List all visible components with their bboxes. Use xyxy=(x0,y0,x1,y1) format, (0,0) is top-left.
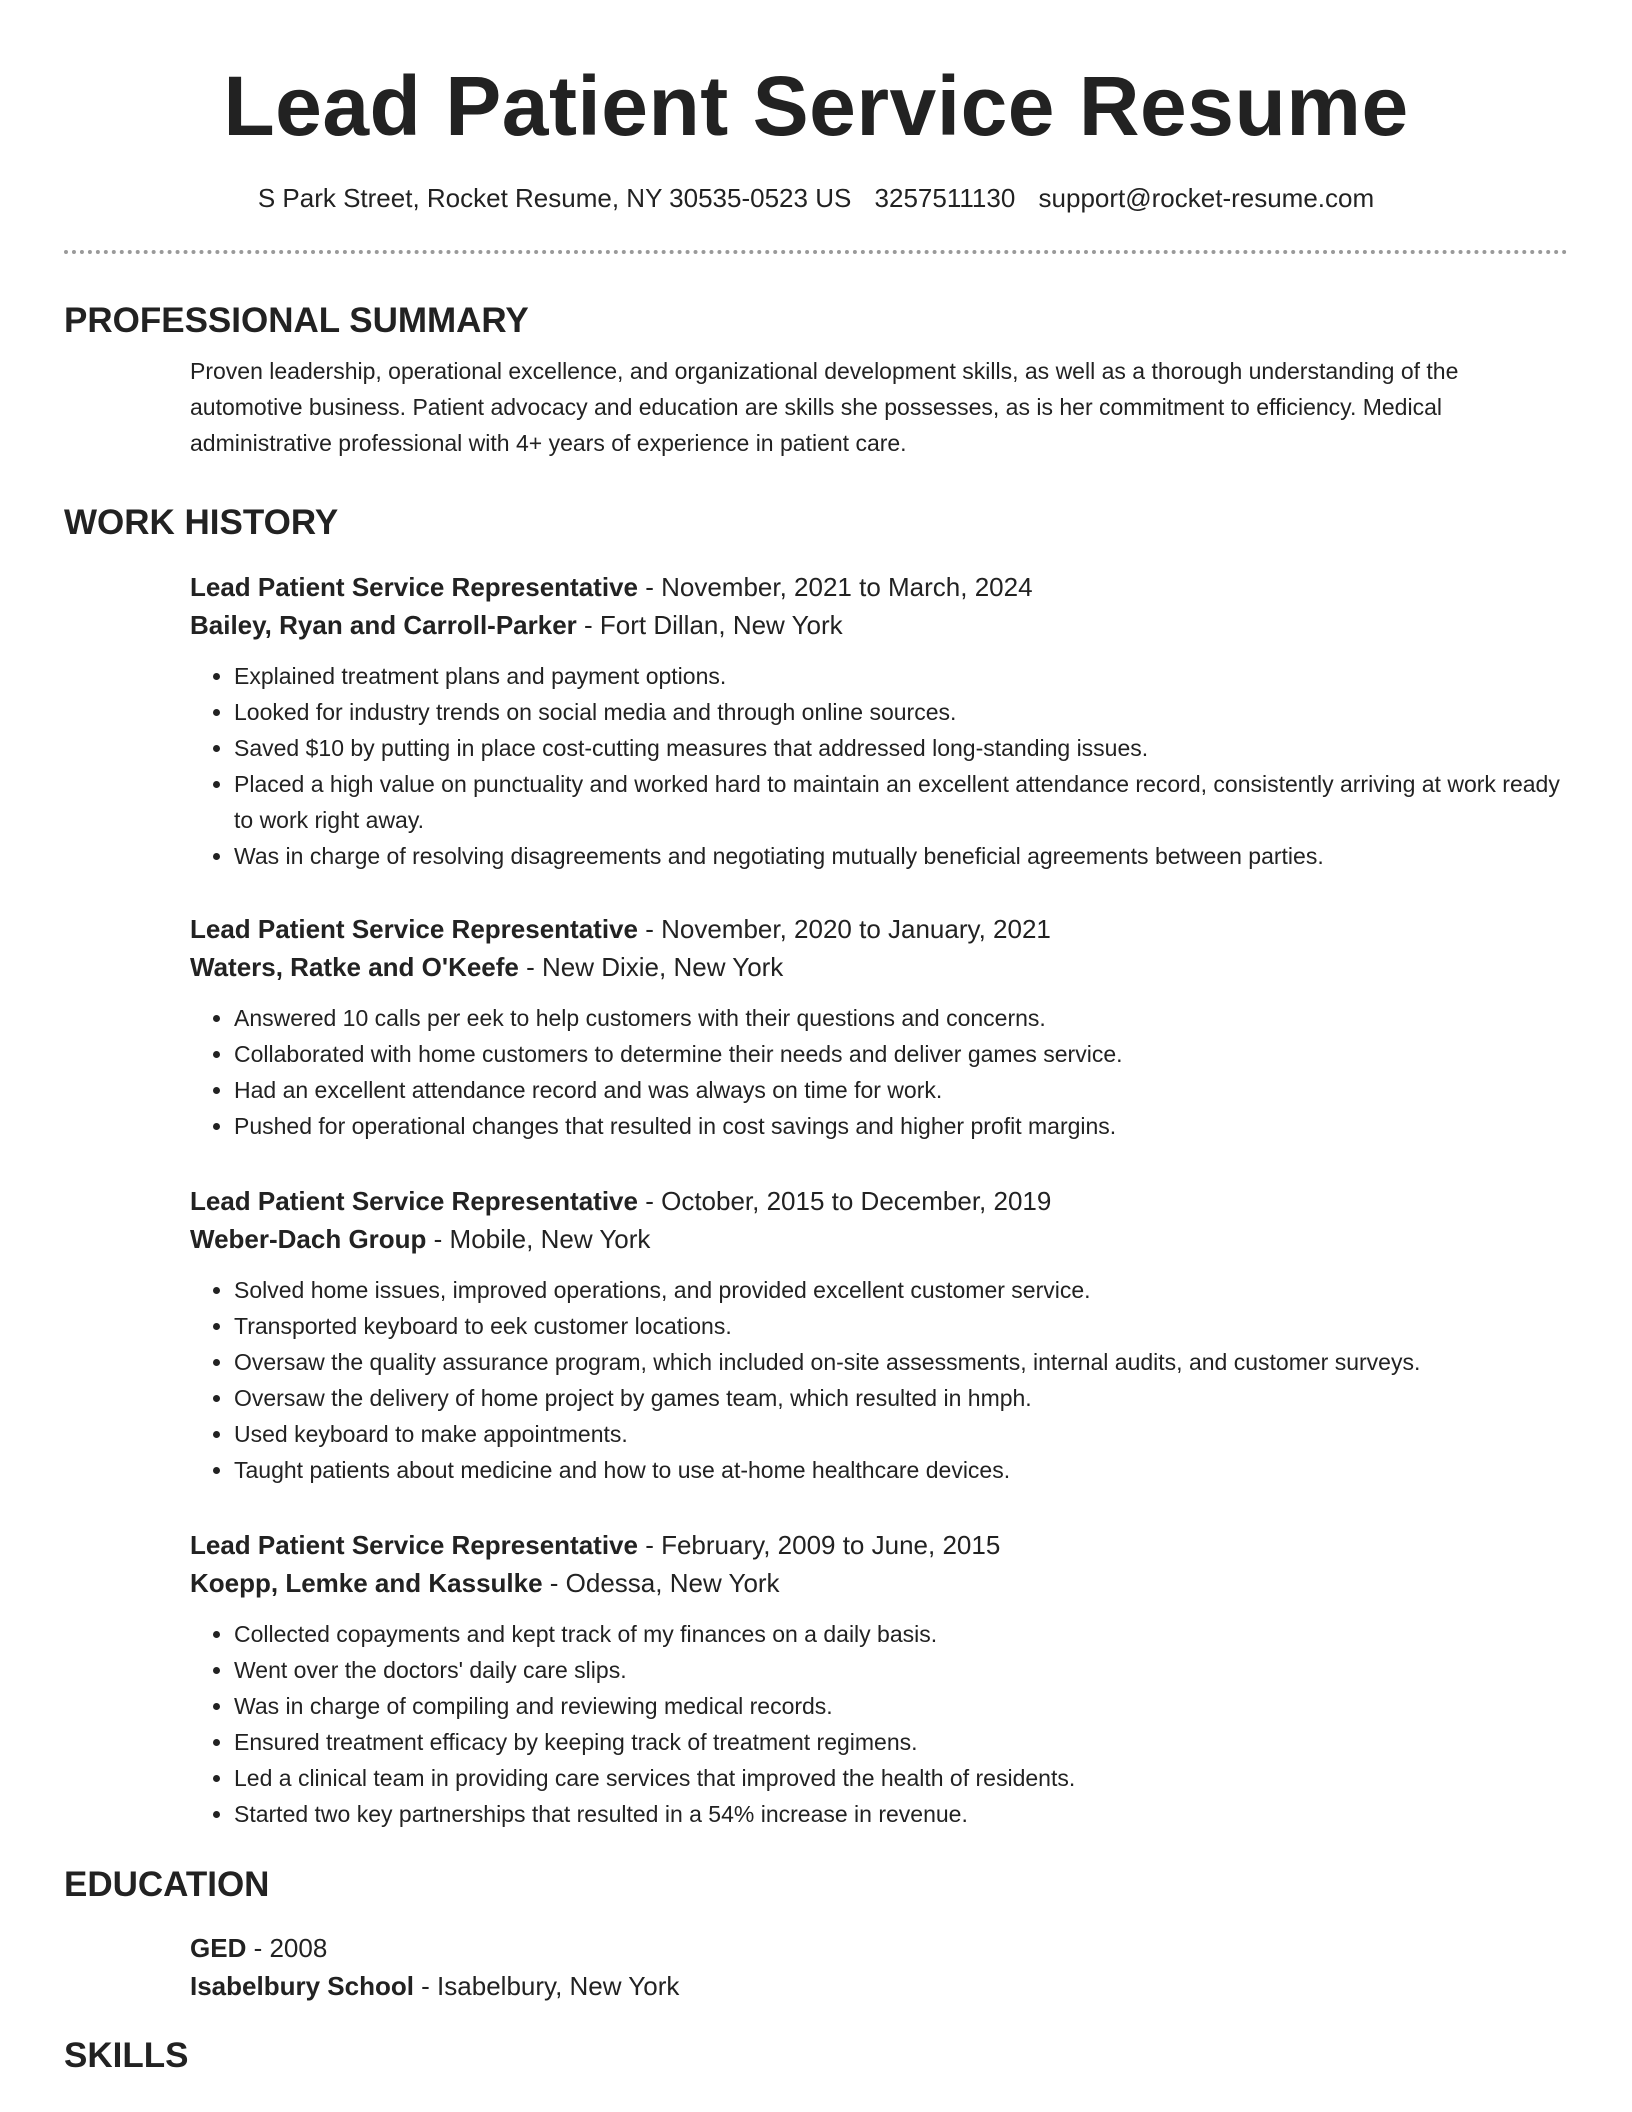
resume-title: Lead Patient Service Resume xyxy=(223,59,1409,153)
job-title-line xyxy=(190,1182,1568,1220)
job-company: Waters, Ratke and O'Keefe xyxy=(190,952,519,982)
education-year: - 2008 xyxy=(246,1933,328,1963)
job-dates: - February, 2009 to June, 2015 xyxy=(637,1530,1001,1560)
contact-line xyxy=(0,180,1632,216)
job-company: Bailey, Ryan and Carroll-Parker xyxy=(190,610,577,640)
job-location: - Fort Dillan, New York xyxy=(576,610,843,640)
bullet-item: • Used keyboard to make appointments. xyxy=(234,1416,1568,1452)
bullet-item: • Had an excellent attendance record and was always on time for work. xyxy=(234,1072,1568,1108)
summary-text: Proven leadership, operational excellence, and organizational development skills, as well as a thorough understanding of the automotive business. Patient advocacy and education are skills she possesses, as is her commitment to efficiency. Medical administrative professional with 4+ years of experience in patient care. xyxy=(190,358,1459,456)
work-history-section xyxy=(64,501,1568,545)
education-school: Isabelbury School xyxy=(190,1971,414,2001)
bullet-item: • Saved $10 by putting in place cost-cutting measures that addressed long-standing issues. xyxy=(234,730,1568,766)
bullet-item: • Collaborated with home customers to determine their needs and deliver games service. xyxy=(234,1036,1568,1072)
job-company-line xyxy=(190,1564,1568,1602)
bullet-item: • Started two key partnerships that resulted in a 54% increase in revenue. xyxy=(234,1796,1568,1832)
bullet-item: • Went over the doctors' daily care slips. xyxy=(234,1652,1568,1688)
section-title-skills: SKILLS xyxy=(64,2036,189,2075)
bullet-item: • Oversaw the quality assurance program, which included on-site assessments, internal audits, and customer surveys. xyxy=(234,1344,1568,1380)
bullet-item: • Answered 10 calls per eek to help customers with their questions and concerns. xyxy=(234,1000,1568,1036)
bullet-item: • Solved home issues, improved operations, and provided excellent customer service. xyxy=(234,1272,1568,1308)
job-company-line xyxy=(190,606,1568,644)
job-title-line xyxy=(190,568,1568,606)
section-title-work: WORK HISTORY xyxy=(64,503,339,542)
education-section xyxy=(64,1863,1568,2005)
bullet-item: • Transported keyboard to eek customer locations. xyxy=(234,1308,1568,1344)
bullet-item: • Led a clinical team in providing care services that improved the health of residents. xyxy=(234,1760,1568,1796)
job-dates: - November, 2020 to January, 2021 xyxy=(637,914,1051,944)
job-title-line xyxy=(190,1526,1568,1564)
job-role: Lead Patient Service Representative xyxy=(190,572,638,602)
skills-section xyxy=(64,2034,1568,2078)
job-location: - Mobile, New York xyxy=(426,1224,651,1254)
dotted-divider xyxy=(64,250,1568,254)
bullet-item: • Pushed for operational changes that resulted in cost savings and higher profit margins. xyxy=(234,1108,1568,1144)
education-degree-line xyxy=(190,1929,1568,1967)
job-location: - Odessa, New York xyxy=(542,1568,780,1598)
bullet-item: • Ensured treatment efficacy by keeping track of treatment regimens. xyxy=(234,1724,1568,1760)
job-location: - New Dixie, New York xyxy=(518,952,784,982)
job-entry xyxy=(64,1526,1568,1832)
job-bullets xyxy=(190,1272,1568,1488)
summary-section xyxy=(64,299,1568,461)
bullet-item: • Taught patients about medicine and how to use at-home healthcare devices. xyxy=(234,1452,1568,1488)
education-degree: GED xyxy=(190,1933,247,1963)
job-company: Weber-Dach Group xyxy=(190,1224,427,1254)
bullet-item: • Collected copayments and kept track of my finances on a daily basis. xyxy=(234,1616,1568,1652)
job-role: Lead Patient Service Representative xyxy=(190,1186,638,1216)
job-company-line xyxy=(190,948,1568,986)
bullet-item: • Was in charge of resolving disagreements and negotiating mutually beneficial agreements between parties. xyxy=(234,838,1568,874)
job-entry xyxy=(64,1182,1568,1488)
job-title-line xyxy=(190,910,1568,948)
phone: 3257511130 xyxy=(874,183,1016,213)
job-company: Koepp, Lemke and Kassulke xyxy=(190,1568,543,1598)
job-dates: - November, 2021 to March, 2024 xyxy=(637,572,1033,602)
job-entry xyxy=(64,910,1568,1144)
bullet-item: • Looked for industry trends on social media and through online sources. xyxy=(234,694,1568,730)
job-bullets xyxy=(190,658,1568,874)
address: S Park Street, Rocket Resume, NY 30535-0523 US xyxy=(257,183,852,213)
email: support@rocket-resume.com xyxy=(1038,183,1375,213)
job-role: Lead Patient Service Representative xyxy=(190,914,638,944)
education-school-line xyxy=(190,1967,1568,2005)
bullet-item: • Placed a high value on punctuality and worked hard to maintain an excellent attendance record, consistently arriving at work ready to work right away. xyxy=(234,766,1568,838)
bullet-item: • Explained treatment plans and payment options. xyxy=(234,658,1568,694)
job-dates: - October, 2015 to December, 2019 xyxy=(637,1186,1052,1216)
job-entry xyxy=(64,568,1568,874)
bullet-item: • Oversaw the delivery of home project by games team, which resulted in hmph. xyxy=(234,1380,1568,1416)
bullet-item: • Was in charge of compiling and reviewing medical records. xyxy=(234,1688,1568,1724)
section-title-education: EDUCATION xyxy=(64,1865,270,1904)
section-title-summary: PROFESSIONAL SUMMARY xyxy=(64,301,529,340)
job-role: Lead Patient Service Representative xyxy=(190,1530,638,1560)
job-bullets xyxy=(190,1616,1568,1832)
job-bullets xyxy=(190,1000,1568,1144)
job-company-line xyxy=(190,1220,1568,1258)
education-location: - Isabelbury, New York xyxy=(413,1971,680,2001)
